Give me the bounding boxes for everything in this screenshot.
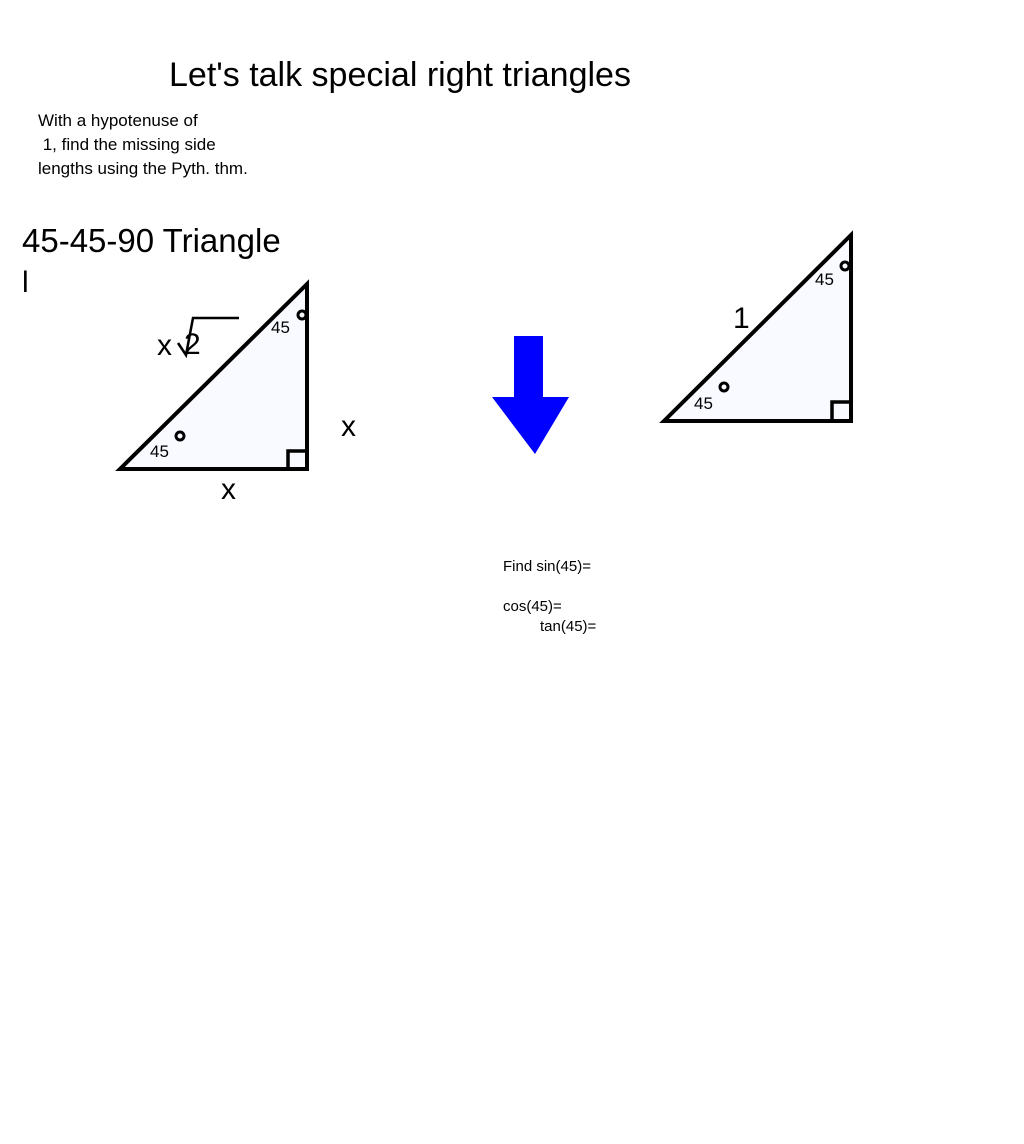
page-title: Let's talk special right triangles bbox=[169, 56, 631, 94]
left-top-angle-label: 45 bbox=[271, 318, 290, 337]
down-arrow-icon bbox=[492, 336, 569, 454]
left-hypotenuse-x-label: x bbox=[157, 329, 172, 362]
left-triangle bbox=[120, 284, 307, 469]
question-cos: cos(45)= bbox=[503, 598, 562, 615]
intro-line-2: 1, find the missing side bbox=[38, 135, 216, 154]
right-top-angle-label: 45 bbox=[815, 270, 834, 289]
intro-line-1: With a hypotenuse of bbox=[38, 111, 198, 130]
right-triangle bbox=[664, 235, 851, 421]
left-bottom-angle-label: 45 bbox=[150, 442, 169, 461]
question-sin: Find sin(45)= bbox=[503, 558, 591, 575]
question-tan: tan(45)= bbox=[540, 618, 597, 635]
intro-line-3: lengths using the Pyth. thm. bbox=[38, 159, 248, 178]
right-bottom-angle-label: 45 bbox=[694, 394, 713, 413]
left-bottom-leg-label: x bbox=[221, 473, 236, 506]
text-cursor-mark: l bbox=[22, 266, 29, 299]
section-heading: 45-45-90 Triangle bbox=[22, 222, 281, 259]
right-hypotenuse-label: 1 bbox=[733, 302, 750, 335]
left-vertical-leg-label: x bbox=[341, 410, 356, 443]
left-hypotenuse-radicand: 2 bbox=[184, 328, 201, 361]
